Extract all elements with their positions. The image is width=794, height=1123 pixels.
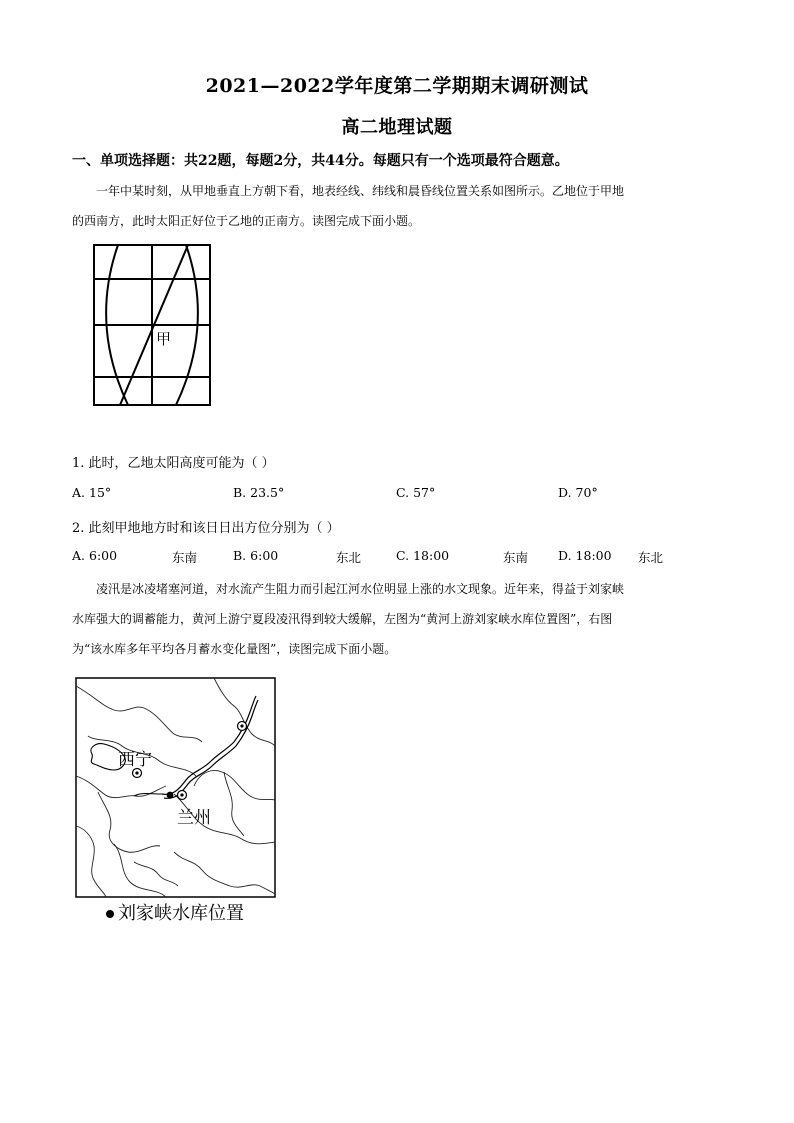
legend-label: 刘家峡水库位置: [118, 903, 244, 924]
exam-subtitle: 高二地理试题: [341, 117, 453, 138]
q1-option-b[interactable]: [233, 485, 284, 500]
passage-1: [72, 176, 724, 236]
map-frame: [76, 678, 275, 897]
option-value: 23.5°: [250, 485, 285, 500]
option-value: 18:00: [575, 548, 612, 563]
q2-option-a-direction: 东南: [172, 550, 198, 565]
section-heading: 一、单项选择题：共22题，每题2分，共44分。每题只有一个选项最符合题意。: [72, 153, 569, 169]
passage-1-line-1: 一年中某时刻，从甲地垂直上方朝下看，地表经线、纬线和晨昏线位置关系如图所示。乙地位于甲地: [96, 184, 625, 198]
legend-dot-icon: [106, 910, 114, 918]
q1-option-c[interactable]: [396, 485, 435, 500]
option-value: 18:00: [413, 548, 450, 563]
option-value: 57°: [413, 485, 436, 500]
lanzhou-marker-dot: [180, 793, 183, 796]
option-letter: A.: [72, 548, 86, 563]
option-letter: D.: [558, 548, 572, 563]
question-1: 1. 此时，乙地太阳高度可能为（ ）: [72, 456, 275, 471]
option-value: 70°: [575, 485, 598, 500]
q2-option-b-direction: 东北: [336, 550, 362, 565]
passage-2-line-1: 凌汛是冰凌堵塞河道，对水流产生阻力而引起江河水位明显上涨的水文现象。近年来，得益于刘家峡: [96, 582, 625, 596]
liujiaxia-reservoir-dot: [167, 792, 174, 799]
passage-2-line-2: 水库强大的调蓄能力，黄河上游宁夏段凌汛得到较大缓解，左图为“黄河上游刘家峡水库位置图”，右图: [72, 612, 613, 626]
option-letter: A.: [72, 485, 86, 500]
q2-option-a[interactable]: [72, 548, 117, 563]
option-letter: B.: [233, 485, 247, 500]
option-value: 6:00: [89, 548, 118, 563]
q1-option-d[interactable]: [558, 485, 598, 500]
figure-2-map: [74, 676, 278, 900]
option-letter: D.: [558, 485, 572, 500]
passage-2: [72, 574, 724, 664]
q1-option-a[interactable]: [72, 485, 111, 500]
q2-option-d[interactable]: [558, 548, 612, 563]
option-value: 6:00: [250, 548, 279, 563]
map-label-lanzhou: 兰州: [177, 808, 211, 828]
question-2: 2. 此刻甲地地方时和该日日出方位分别为（ ）: [72, 521, 340, 536]
option-letter: B.: [233, 548, 247, 563]
option-letter: C.: [396, 548, 410, 563]
figure-1-label-jia: 甲: [156, 330, 172, 348]
figure-1-graticule: [90, 242, 215, 408]
q2-option-b[interactable]: [233, 548, 278, 563]
q2-option-c[interactable]: [396, 548, 449, 563]
option-letter: C.: [396, 485, 410, 500]
map-label-xining: 西宁: [118, 750, 152, 770]
xining-marker-dot: [135, 771, 138, 774]
passage-1-line-2: 的西南方，此时太阳正好位于乙地的正南方。读图完成下面小题。: [72, 214, 421, 228]
q2-option-d-direction: 东北: [638, 550, 664, 565]
passage-2-line-3: 为“该水库多年平均各月蓄水变化量图”，读图完成下面小题。: [72, 642, 397, 656]
q2-option-c-direction: 东南: [503, 550, 529, 565]
option-value: 15°: [89, 485, 112, 500]
map-legend: [106, 899, 244, 925]
exam-title: 2021—2022学年度第二学期期末调研测试: [205, 75, 589, 97]
city-marker-dot: [240, 724, 243, 727]
